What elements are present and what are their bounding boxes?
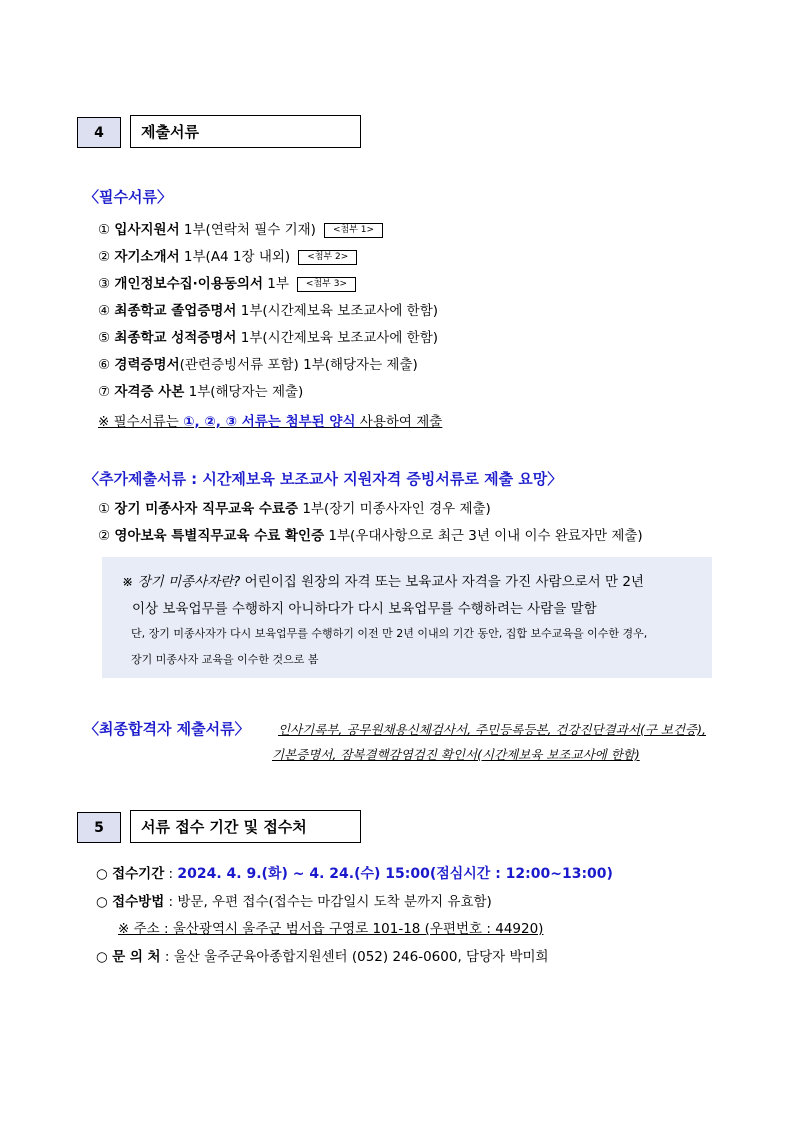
item-name: 최종학교 졸업증명서 — [114, 303, 237, 319]
bullet: ○ — [96, 866, 108, 882]
section-number-box — [77, 117, 121, 148]
item-name: 최종학교 성적증명서 — [114, 330, 237, 346]
reception-address: ※ 주소 : 울산광역시 울주군 범서읍 구영로 101-18 (우편번호 : 44920) — [118, 921, 544, 937]
section-number-box — [77, 812, 121, 843]
list-item — [98, 326, 438, 346]
contact-value: 울산 울주군육아종합지원센터 (052) 246-0600, 담당자 박미희 — [173, 949, 549, 965]
item-detail: 1부(시간제보육 보조교사에 한함) — [236, 303, 439, 319]
item-detail: 1부(우대사항으로 최근 3년 이내 이수 완료자만 제출) — [324, 528, 643, 544]
reception-period — [96, 862, 613, 883]
definition-line-1 — [122, 570, 644, 590]
item-name: 자격증 사본 — [114, 384, 185, 400]
method-value: 방문, 우편 접수(접수는 마감일시 도착 분까지 유효함) — [177, 894, 492, 910]
item-name: 경력증명서 — [114, 357, 180, 373]
list-item — [98, 245, 357, 265]
list-item — [98, 497, 491, 517]
item-marker: ① — [98, 501, 111, 517]
item-marker: ⑥ — [98, 357, 111, 373]
final-line-2: 기본증명서, 잠복결핵감염검진 확인서(시간제보육 보조교사에 한함) — [272, 747, 640, 762]
colon: : — [164, 894, 178, 910]
period-value: 2024. 4. 9.(화) ~ 4. 24.(수) 15:00(점심시간 : 12:00~13:00) — [177, 866, 613, 882]
item-detail: 1부(장기 미종사자인 경우 제출) — [298, 501, 491, 517]
list-item — [98, 380, 303, 400]
attachment-tag: <첨부 2> — [298, 250, 357, 265]
attachment-tag: <첨부 1> — [324, 223, 383, 238]
item-marker: ① — [98, 222, 111, 238]
definition-line-2: 이상 보육업무를 수행하지 아니하다가 다시 보육업무를 수행하려는 사람을 말함 — [132, 601, 597, 617]
section-title: 서류 접수 기간 및 접수처 — [141, 818, 307, 836]
reception-method — [96, 890, 492, 910]
contact-label: 문 의 처 — [112, 949, 161, 965]
item-detail: 1부(A4 1장 내외) — [179, 249, 291, 265]
list-item — [98, 272, 356, 292]
item-marker: ② — [98, 528, 111, 544]
list-item — [98, 218, 383, 238]
colon: : — [160, 949, 174, 965]
item-marker: ② — [98, 249, 111, 265]
section-number: 4 — [94, 124, 104, 141]
item-marker: ④ — [98, 303, 111, 319]
item-name: 입사지원서 — [114, 222, 180, 238]
item-marker: ⑦ — [98, 384, 111, 400]
item-marker: ⑤ — [98, 330, 111, 346]
definition-text-1: 어린이집 원장의 자격 또는 보육교사 자격을 가진 사람으로서 만 2년 — [240, 574, 644, 590]
bullet: ○ — [96, 894, 108, 910]
colon: : — [164, 866, 178, 882]
item-detail: 1부 — [263, 276, 289, 292]
method-label: 접수방법 — [112, 894, 165, 910]
definition-label: ※ 장기 미종사자란? — [122, 574, 241, 590]
final-heading: 〈최종합격자 제출서류〉 — [84, 720, 250, 738]
item-detail: (관련증빙서류 포함) 1부(해당자는 제출) — [179, 357, 418, 373]
attachment-tag: <첨부 3> — [297, 277, 356, 292]
section-number: 5 — [94, 819, 104, 836]
required-note — [98, 410, 442, 430]
item-detail: 1부(시간제보육 보조교사에 한함) — [236, 330, 439, 346]
item-name: 개인정보수집·이용동의서 — [114, 276, 263, 292]
list-item — [98, 524, 643, 544]
item-name: 영아보육 특별직무교육 수료 확인증 — [114, 528, 325, 544]
required-heading: 〈필수서류〉 — [84, 188, 172, 206]
definition-line-3: 단, 장기 미종사자가 다시 보육업무를 수행하기 이전 만 2년 이내의 기간 동안, 집합 보수교육을 이수한 경우, — [131, 627, 648, 640]
note-suffix: 사용하여 제출 — [355, 414, 443, 430]
note-prefix: ※ 필수서류는 — [98, 414, 184, 430]
list-item — [98, 299, 438, 319]
item-name: 자기소개서 — [114, 249, 180, 265]
item-name: 장기 미종사자 직무교육 수료증 — [114, 501, 299, 517]
note-highlight: ①, ②, ③ 서류는 첨부된 양식 — [183, 414, 356, 430]
period-label: 접수기간 — [112, 866, 165, 882]
item-marker: ③ — [98, 276, 111, 292]
section-title-box — [130, 115, 361, 148]
additional-heading: 〈추가제출서류 : 시간제보육 보조교사 지원자격 증빙서류로 제출 요망〉 — [84, 470, 563, 488]
item-detail: 1부(해당자는 제출) — [184, 384, 304, 400]
section-title-box — [130, 810, 361, 843]
final-line-1: 인사기록부, 공무원채용신체검사서, 주민등록등본, 건강진단결과서(구 보건증), — [278, 722, 706, 737]
item-detail: 1부(연락처 필수 기재) — [179, 222, 316, 238]
definition-line-4: 장기 미종사자 교육을 이수한 것으로 봄 — [131, 653, 319, 666]
reception-contact — [96, 945, 549, 965]
bullet: ○ — [96, 949, 108, 965]
section-title: 제출서류 — [141, 123, 199, 141]
list-item — [98, 353, 418, 373]
